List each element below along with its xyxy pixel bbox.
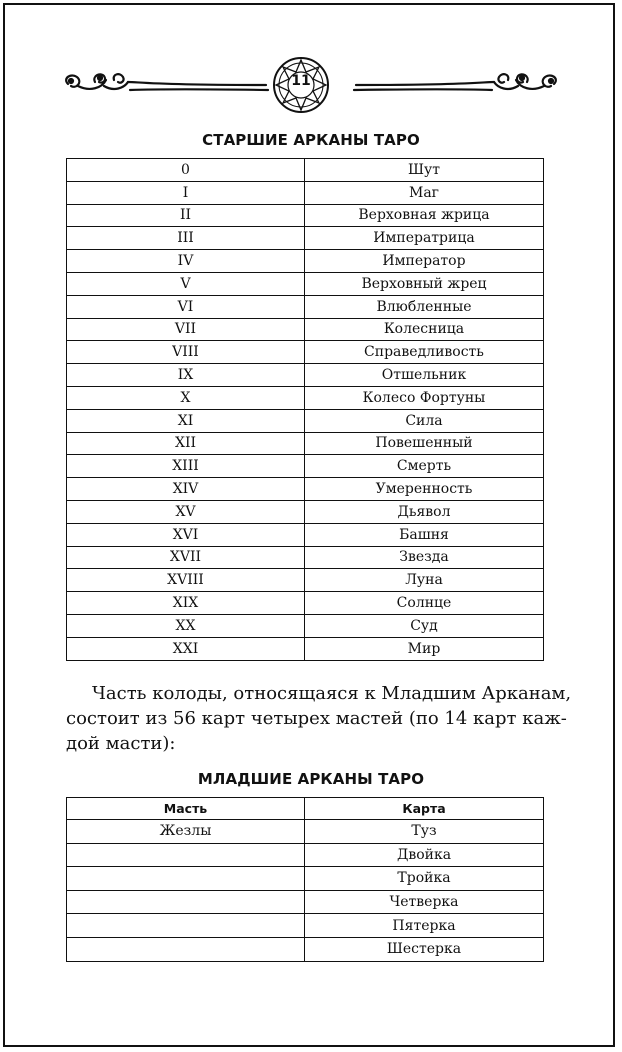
table-header-row: [67, 798, 544, 820]
table-row: [67, 386, 544, 409]
table-cell-suit: [67, 914, 305, 938]
table-cell-card: Двойка: [305, 843, 544, 867]
table-cell-name: Повешенный: [305, 432, 544, 455]
table-cell-name: Звезда: [305, 546, 544, 569]
table-cell-name: Маг: [305, 181, 544, 204]
table-cell-number: X: [67, 386, 305, 409]
table-cell-number: XII: [67, 432, 305, 455]
minor-arcana-title: МЛАДШИЕ АРКАНЫ ТАРО: [197, 770, 425, 788]
page-number: 11: [291, 73, 311, 89]
table-cell-name: Дьявол: [305, 500, 544, 523]
table-row: [67, 614, 544, 637]
table-cell-number: I: [67, 181, 305, 204]
table-cell-number: XVIII: [67, 569, 305, 592]
table-row: [67, 500, 544, 523]
table-cell-name: Император: [305, 250, 544, 273]
table-row: [67, 204, 544, 227]
table-row: [67, 820, 544, 844]
table-cell-number: XX: [67, 614, 305, 637]
paragraph-line: дой масти):: [66, 733, 176, 754]
table-cell-number: XV: [67, 500, 305, 523]
body-paragraph: [66, 681, 572, 756]
table-row: [67, 181, 544, 204]
table-cell-name: Луна: [305, 569, 544, 592]
table-row: [67, 914, 544, 938]
table-row: [67, 159, 544, 182]
table-cell-number: VII: [67, 318, 305, 341]
table-cell-name: Суд: [305, 614, 544, 637]
card-column-header: Карта: [305, 798, 544, 820]
table-row: [67, 867, 544, 891]
table-cell-number: XIII: [67, 455, 305, 478]
major-arcana-title: СТАРШИЕ АРКАНЫ ТАРО: [202, 131, 420, 149]
table-cell-number: XVI: [67, 523, 305, 546]
left-flourish-icon: [66, 74, 268, 90]
table-cell-name: Мир: [305, 637, 544, 660]
table-cell-name: Верховный жрец: [305, 272, 544, 295]
table-cell-number: III: [67, 227, 305, 250]
table-cell-suit: [67, 937, 305, 961]
table-cell-number: IV: [67, 250, 305, 273]
table-cell-name: Верховная жрица: [305, 204, 544, 227]
table-cell-number: IX: [67, 364, 305, 387]
table-cell-card: Туз: [305, 820, 544, 844]
table-row: [67, 637, 544, 660]
right-flourish-icon: [354, 74, 556, 90]
table-row: [67, 569, 544, 592]
table-cell-number: XVII: [67, 546, 305, 569]
table-cell-name: Сила: [305, 409, 544, 432]
table-cell-name: Смерть: [305, 455, 544, 478]
table-row: [67, 295, 544, 318]
table-row: [67, 227, 544, 250]
table-row: [67, 272, 544, 295]
table-row: [67, 523, 544, 546]
table-row: [67, 250, 544, 273]
table-cell-card: Четверка: [305, 890, 544, 914]
table-row: [67, 409, 544, 432]
table-row: [67, 843, 544, 867]
table-row: [67, 890, 544, 914]
table-row: [67, 432, 544, 455]
paragraph-line: Часть колоды, относящаяся к Младшим Арканам,: [92, 683, 572, 704]
paragraph-line: состоит из 56 карт четырех мастей (по 14 карт каж-: [66, 708, 567, 729]
major-arcana-table: [66, 158, 544, 661]
table-cell-number: XI: [67, 409, 305, 432]
minor-arcana-table: [66, 797, 544, 962]
table-row: [67, 478, 544, 501]
table-row: [67, 546, 544, 569]
table-cell-name: Колесо Фортуны: [305, 386, 544, 409]
table-cell-name: Умеренность: [305, 478, 544, 501]
table-cell-number: VI: [67, 295, 305, 318]
table-row: [67, 937, 544, 961]
table-cell-suit: [67, 867, 305, 891]
table-cell-name: Справедливость: [305, 341, 544, 364]
table-cell-suit: [67, 890, 305, 914]
table-row: [67, 592, 544, 615]
suit-column-header: Масть: [67, 798, 305, 820]
table-cell-number: VIII: [67, 341, 305, 364]
table-cell-name: Императрица: [305, 227, 544, 250]
table-cell-number: 0: [67, 159, 305, 182]
table-cell-card: Шестерка: [305, 937, 544, 961]
table-cell-name: Влюбленные: [305, 295, 544, 318]
table-cell-name: Башня: [305, 523, 544, 546]
table-cell-number: V: [67, 272, 305, 295]
table-row: [67, 318, 544, 341]
table-cell-number: XIX: [67, 592, 305, 615]
table-row: [67, 364, 544, 387]
table-cell-card: Тройка: [305, 867, 544, 891]
table-cell-suit: Жезлы: [67, 820, 305, 844]
table-row: [67, 455, 544, 478]
table-cell-card: Пятерка: [305, 914, 544, 938]
table-cell-name: Отшельник: [305, 364, 544, 387]
table-cell-name: Колесница: [305, 318, 544, 341]
table-cell-number: XXI: [67, 637, 305, 660]
table-cell-number: XIV: [67, 478, 305, 501]
table-row: [67, 341, 544, 364]
table-cell-number: II: [67, 204, 305, 227]
table-cell-suit: [67, 843, 305, 867]
table-cell-name: Солнце: [305, 592, 544, 615]
table-cell-name: Шут: [305, 159, 544, 182]
